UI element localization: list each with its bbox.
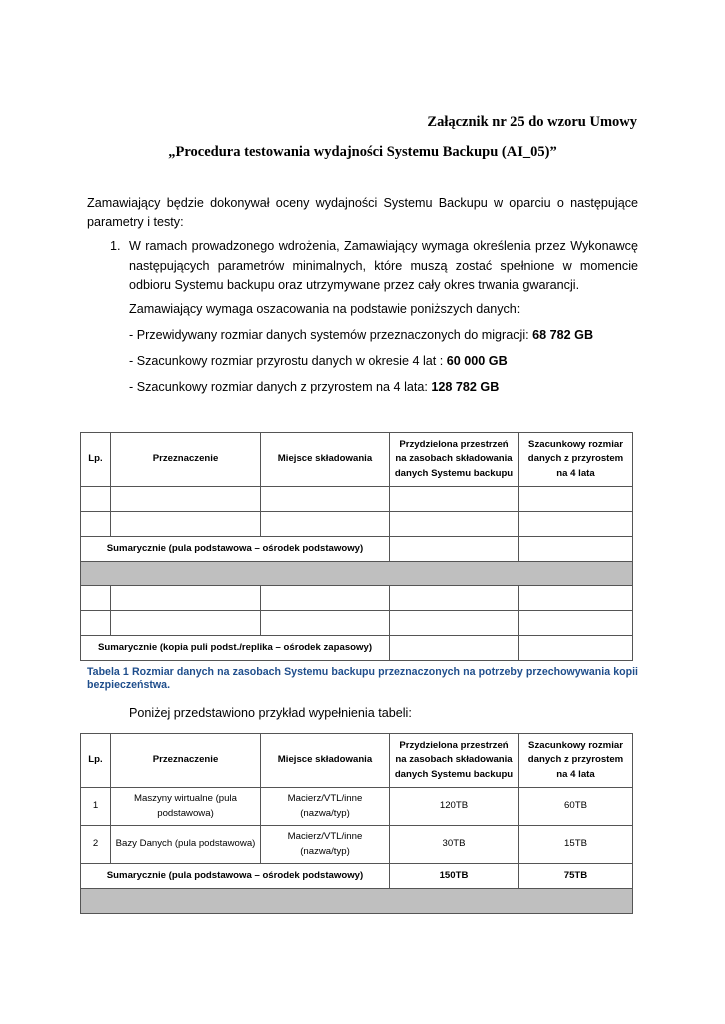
table-caption: Tabela 1 Rozmiar danych na zasobach Systemu backupu przeznaczonych na potrzeby przechowywania kopii bezpieczeństwa.: [87, 666, 638, 691]
cell-lp: 2: [81, 826, 111, 864]
intro-paragraph: Zamawiający będzie dokonywał oceny wydajności Systemu Backupu w oparciu o następujące parametry i testy:: [87, 196, 638, 229]
table-cell[interactable]: [519, 487, 633, 512]
header-estimated: Szacunkowy rozmiar danych z przyrostem na 4 lata: [519, 734, 633, 788]
header-allocated: Przydzielona przestrzeń na zasobach składowania danych Systemu backupu: [390, 433, 519, 487]
requirement-line: Zamawiający wymaga oszacowania na podstawie poniższych danych:: [129, 302, 521, 316]
table-cell[interactable]: [390, 611, 519, 636]
table-cell[interactable]: [81, 586, 111, 611]
size-table-example: [80, 733, 633, 914]
header-lp: Lp.: [81, 433, 111, 487]
cell-purpose: Bazy Danych (pula podstawowa): [111, 826, 261, 864]
table-row: [81, 611, 633, 636]
table-cell[interactable]: [390, 512, 519, 537]
table-cell[interactable]: [81, 512, 111, 537]
cell-lp: 1: [81, 788, 111, 826]
cell-estimated: 15TB: [519, 826, 633, 864]
header-location: Miejsce składowania: [261, 734, 390, 788]
header-lp: Lp.: [81, 734, 111, 788]
document-title: „Procedura testowania wydajności Systemu Backupu (AI_05)”: [168, 144, 557, 160]
annex-title: Załącznik nr 25 do wzoru Umowy: [427, 114, 637, 130]
table-cell[interactable]: [519, 512, 633, 537]
table-cell[interactable]: [390, 537, 519, 562]
bullet-value: 68 782 GB: [532, 328, 594, 342]
cell-allocated: 30TB: [390, 826, 519, 864]
cell-location: Macierz/VTL/inne (nazwa/typ): [261, 788, 390, 826]
summary-label: Sumarycznie (pula podstawowa – ośrodek podstawowy): [81, 537, 390, 562]
numbered-item-1: [110, 237, 638, 296]
bullet-migration-size: [129, 328, 593, 342]
table-cell[interactable]: [261, 512, 390, 537]
table-cell[interactable]: [390, 636, 519, 661]
bullet-label: - Szacunkowy rozmiar przyrostu danych w okresie 4 lat :: [129, 354, 447, 368]
table-cell[interactable]: [261, 611, 390, 636]
bullet-total-size: [129, 380, 499, 394]
table-cell[interactable]: [261, 487, 390, 512]
summary-label: Sumarycznie (pula podstawowa – ośrodek podstawowy): [81, 864, 390, 889]
table-row: [81, 586, 633, 611]
header-purpose: Przeznaczenie: [111, 734, 261, 788]
table-cell[interactable]: [519, 586, 633, 611]
table-row: [81, 487, 633, 512]
table-cell[interactable]: [519, 636, 633, 661]
header-location: Miejsce składowania: [261, 433, 390, 487]
cell-location: Macierz/VTL/inne (nazwa/typ): [261, 826, 390, 864]
table-row: [81, 826, 633, 864]
item-number: 1.: [110, 239, 121, 253]
bullet-value: 60 000 GB: [446, 354, 508, 368]
cell-purpose: Maszyny wirtualne (pula podstawowa): [111, 788, 261, 826]
separator-row: [81, 562, 633, 586]
example-intro: Poniżej przedstawiono przykład wypełnienia tabeli:: [129, 706, 412, 720]
table-cell[interactable]: [81, 487, 111, 512]
separator-row: [81, 889, 633, 914]
summary-row: [81, 864, 633, 889]
gray-separator: [81, 889, 633, 914]
table-cell[interactable]: [111, 512, 261, 537]
table-cell[interactable]: [111, 487, 261, 512]
item-text: W ramach prowadzonego wdrożenia, Zamawiający wymaga określenia przez Wykonawcę następujących parametrów minimalnych, które muszą zostać spełnione w momencie odbioru Systemu backupu oraz utrzymywane przez cały okres trwania gwarancji.: [129, 239, 638, 292]
table-header-row: [81, 433, 633, 487]
summary-estimated: 75TB: [519, 864, 633, 889]
bullet-value: 128 782 GB: [431, 380, 500, 394]
table-cell[interactable]: [390, 487, 519, 512]
table-row: [81, 788, 633, 826]
summary-label: Sumarycznie (kopia puli podst./replika – ośrodek zapasowy): [81, 636, 390, 661]
bullet-label: - Przewidywany rozmiar danych systemów przeznaczonych do migracji:: [129, 328, 533, 342]
cell-estimated: 60TB: [519, 788, 633, 826]
table-cell[interactable]: [111, 586, 261, 611]
table-cell[interactable]: [519, 611, 633, 636]
table-cell[interactable]: [390, 586, 519, 611]
size-table-empty: [80, 432, 633, 661]
summary-row-primary: [81, 537, 633, 562]
header-purpose: Przeznaczenie: [111, 433, 261, 487]
table-cell[interactable]: [111, 611, 261, 636]
summary-row-backup: [81, 636, 633, 661]
table-row: [81, 512, 633, 537]
table-cell[interactable]: [519, 537, 633, 562]
table-cell[interactable]: [81, 611, 111, 636]
bullet-growth-size: [129, 354, 508, 368]
table-cell[interactable]: [261, 586, 390, 611]
cell-allocated: 120TB: [390, 788, 519, 826]
header-allocated: Przydzielona przestrzeń na zasobach składowania danych Systemu backupu: [390, 734, 519, 788]
bullet-label: - Szacunkowy rozmiar danych z przyrostem na 4 lata:: [129, 380, 432, 394]
summary-allocated: 150TB: [390, 864, 519, 889]
header-estimated: Szacunkowy rozmiar danych z przyrostem na 4 lata: [519, 433, 633, 487]
table-header-row: [81, 734, 633, 788]
gray-separator: [81, 562, 633, 586]
